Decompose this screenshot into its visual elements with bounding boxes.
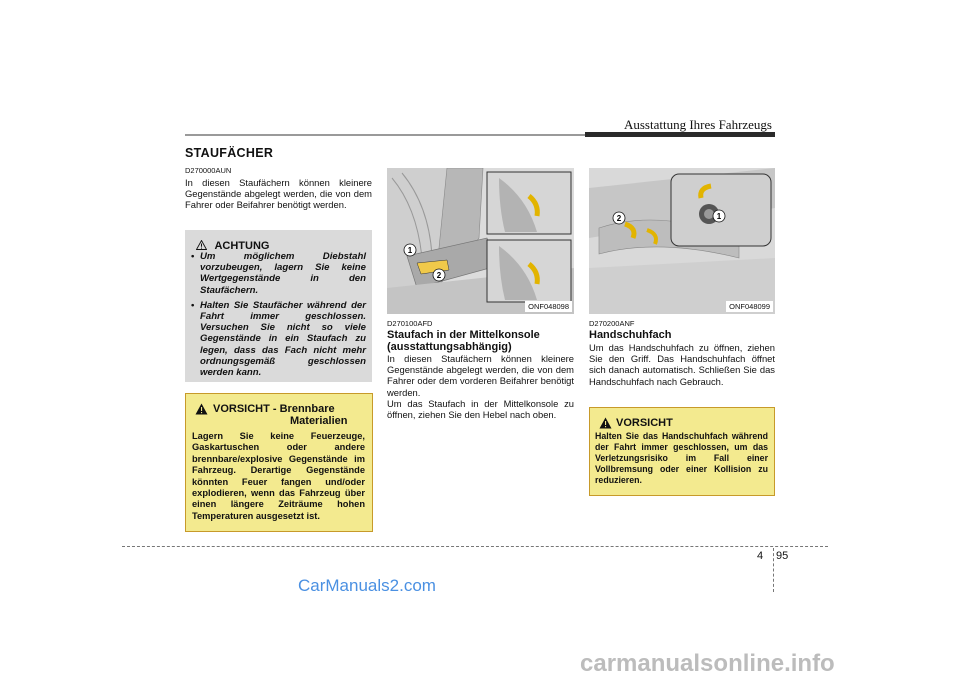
vorsicht-handschuh-text: Halten Sie das Handschuhfach während der Fahrt immer geschlossen, um das Verletzungsrisiko im Fall einer Vollbremsung oder einer Kollision zu reduzieren. [595,431,768,485]
section-title: STAUFÄCHER [185,146,274,160]
achtung-item: • Um möglichem Diebstahl vorzubeugen, lagern Sie keine Wertgegenstände in den Staufächern. [191,251,366,296]
callout-1-label: 1 [716,212,722,221]
vorsicht-brennbar-text: Lagern Sie keine Feuerzeuge, Gaskartuschen oder andere brennbare/explosive Gegenstände im Fahrzeug. Derartige Gegenstände könnten Feuer fangen und/oder explodieren, wenn das Fahrzeug über einen längere Zeiträume hohen Temperaturen ausgesetzt ist. [192,431,365,521]
callout-2-label: 2 [616,214,622,223]
chapter-number: 4 [757,550,764,562]
achtung-box [185,230,372,382]
warning-triangle-icon [599,417,612,429]
glovebox-image [589,168,775,314]
watermark-top[interactable]: CarManuals2.com [298,576,436,595]
warning-triangle-icon [195,403,208,415]
achtung-title: ACHTUNG [214,240,270,252]
vorsicht-handschuh-title: VORSICHT [616,417,673,429]
console-code: D270100AFD [387,319,433,328]
footer-rule [122,546,828,547]
console-storage-image [387,168,574,314]
watermark-bottom: carmanualsonline.info [580,650,835,677]
page-number: 95 [776,550,789,562]
warning-triangle-icon [196,240,207,250]
image-label: ONF048098 [525,301,572,312]
footer-divider [773,548,774,592]
achtung-list [191,251,366,382]
running-header-title: Ausstattung Ihres Fahrzeugs [623,117,772,132]
vorsicht-brennbar-box [185,393,373,532]
section-intro: In diesen Staufächern können kleinere Gegenstände abgelegt werden, die von dem Fahrer oder Beifahrer benötigt werden. [185,177,372,211]
callout-2-label: 2 [436,271,442,280]
console-para-1: In diesen Staufächern können kleinere Gegenstände abgelegt werden, die von dem Fahrer oder dem vorderen Beifahrer benötigt werden. [387,353,574,398]
vorsicht-handschuh-box [589,407,775,496]
header-rule-accent [585,132,775,137]
section-code: D270000AUN [185,166,232,175]
vorsicht-brennbar-title-line2: Materialien [290,415,348,427]
console-heading: Staufach in der Mittelkonsole (ausstattungsabhängig) [387,329,540,353]
glovebox-heading: Handschuhfach [589,329,672,341]
callout-1-label: 1 [407,246,413,255]
glovebox-para-1: Um das Handschuhfach zu öffnen, ziehen Sie den Griff. Das Handschuhfach öffnet sich danach automatisch. Schließen Sie das Handschuhfach nach Gebrauch. [589,342,775,387]
image-label: ONF048099 [726,301,773,312]
console-illustration [387,168,574,314]
console-para-2: Um das Staufach in der Mittelkonsole zu öffnen, ziehen Sie den Hebel nach oben. [387,398,574,421]
glovebox-code: D270200ANF [589,319,635,328]
achtung-item: • Halten Sie Staufächer während der Fahrt immer geschlossen. Versuchen Sie nicht so viele Gegenstände in ein Staufach zu legen, dass das Fach nicht mehr ordnungsgemäß geschlossen werden kann. [191,300,366,378]
glovebox-illustration [589,168,775,314]
vorsicht-brennbar-title: VORSICHT - Brennbare [213,403,335,415]
